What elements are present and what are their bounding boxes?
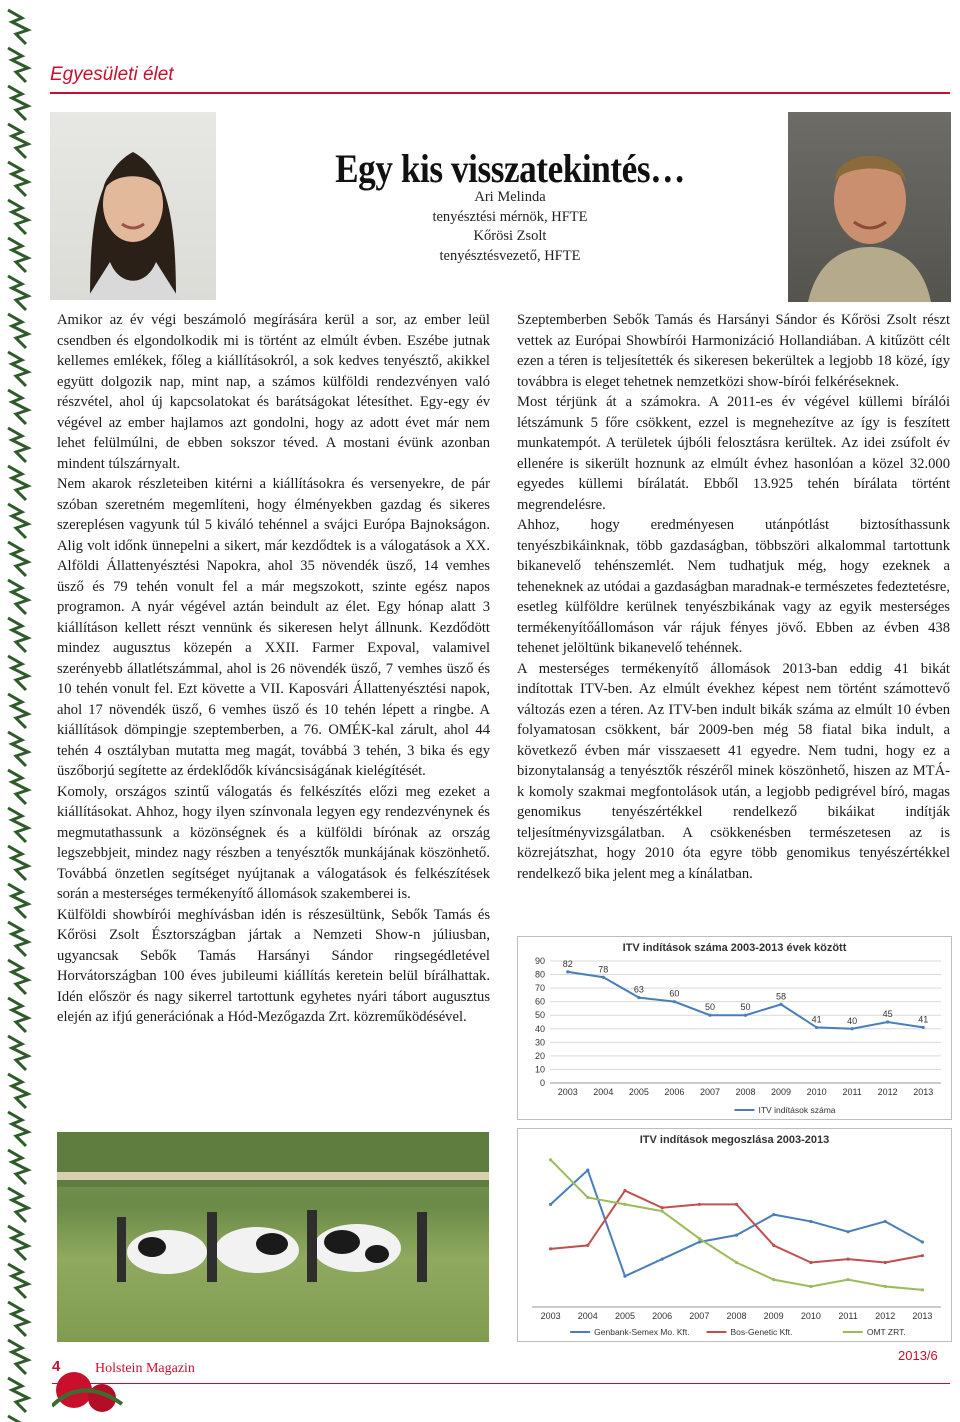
data-point [586, 1244, 589, 1247]
data-point [846, 1230, 849, 1233]
data-point [772, 1244, 775, 1247]
magazine-name: Holstein Magazin [95, 1361, 195, 1376]
data-point [921, 1254, 924, 1257]
cattle-show-photo [57, 1132, 489, 1342]
data-point [815, 1026, 818, 1029]
y-tick-label: 80 [534, 969, 545, 980]
data-point [566, 970, 569, 973]
x-tick-label: 2010 [806, 1087, 827, 1097]
author-name: Ari Melinda [474, 189, 546, 205]
data-label: 63 [633, 984, 644, 995]
itv-count-chart-svg [518, 937, 951, 1119]
data-point [735, 1203, 738, 1206]
x-tick-label: 2010 [800, 1311, 821, 1321]
article-column-left [57, 310, 490, 1028]
x-tick-label: 2003 [557, 1087, 578, 1097]
data-point [846, 1257, 849, 1260]
data-label: 82 [562, 958, 573, 969]
itv-share-chart [517, 1128, 952, 1342]
paragraph: A mesterséges termékenyítő állomások 2013-ban eddig 41 bikát indítottak ITV-ben. Az elmúlt évekhez képest nem történt számottevő változás ezen a téren. Az ITV-ben indult bikák száma az elmúlt 10 évben folyamatosan csökkent, bár 2009-ben még 58 fiatal bika indult, a következő évben már visszaesett 41 egyedre. Nem tudni, hogy ez a bizonytalanság a tenyésztők részéről minek köszönhető, hiszen az MTÁ-k komoly szakmai megfontolások után, a legjobb pedigrével bíró, magas genomikus tenyészértékkel rendelkező bikáikat indítják teljesítményvizsgálatban. A csökkenésben természetesen az is közrejátszhat, hogy 2010 óta egyre több genomikus tenyészértékkel rendelkező bika jelent meg a kínálatban. [517, 660, 950, 882]
x-tick-label: 2008 [726, 1311, 747, 1321]
y-tick-label: 40 [534, 1023, 545, 1034]
data-point [698, 1203, 701, 1206]
data-point [809, 1261, 812, 1264]
data-point [549, 1158, 552, 1161]
data-point [884, 1261, 887, 1264]
data-point [637, 996, 640, 999]
data-label: 41 [918, 1014, 929, 1025]
data-point [884, 1220, 887, 1223]
data-point [884, 1285, 887, 1288]
data-point [586, 1196, 589, 1199]
data-point [602, 976, 605, 979]
data-point [772, 1213, 775, 1216]
x-tick-label: 2011 [842, 1087, 862, 1097]
data-label: 50 [740, 1002, 751, 1013]
data-point [673, 1000, 676, 1003]
data-point [735, 1234, 738, 1237]
author-photo-man [788, 112, 951, 302]
data-point [772, 1278, 775, 1281]
data-point [922, 1026, 925, 1029]
data-point [809, 1220, 812, 1223]
section-label: Egyesületi élet [50, 64, 174, 85]
author-role: tenyésztésvezető, HFTE [439, 247, 581, 264]
x-tick-label: 2007 [689, 1311, 710, 1321]
christmas-ornament-decoration [52, 1346, 132, 1416]
itv-count-chart [517, 936, 952, 1120]
x-tick-label: 2011 [838, 1311, 858, 1321]
data-point [623, 1275, 626, 1278]
x-tick-label: 2009 [763, 1311, 784, 1321]
y-tick-label: 30 [534, 1037, 545, 1048]
x-tick-label: 2012 [877, 1087, 898, 1097]
x-tick-label: 2006 [652, 1311, 673, 1321]
author-name: Kőrösi Zsolt [473, 228, 547, 244]
author-byline [330, 188, 690, 266]
data-label: 58 [776, 991, 787, 1002]
data-point [779, 1003, 782, 1006]
data-point [735, 1261, 738, 1264]
issue-number: 2013/6 [898, 1348, 938, 1363]
x-tick-label: 2005 [614, 1311, 635, 1321]
data-label: 50 [704, 1002, 715, 1013]
data-point [661, 1206, 664, 1209]
paragraph: Komoly, országos szintű válogatás és felkészítés előzi meg ezeket a kiállításokat. Ahhoz, hogy ilyen színvonala legyen egy rendezvénynek és megmutathassunk a közönségnek és a külföldi bírónak az ország legszebbjeit, mindez nagy részben a tenyésztők munkájának köszönhető. Továbbá önzetlen segítséget nyújtanak a válogatások és felkészítések során a mesterséges termékenyítő állomások szakemberei is. [57, 783, 490, 902]
legend-label: OMT ZRT. [866, 1327, 906, 1337]
data-point [921, 1240, 924, 1243]
page-number: 4 [52, 1358, 61, 1375]
footer-divider [52, 1383, 950, 1384]
data-point [623, 1189, 626, 1192]
data-point [886, 1020, 889, 1023]
y-tick-label: 20 [534, 1050, 545, 1061]
data-point [708, 1014, 711, 1017]
paragraph: Szeptemberben Sebők Tamás és Harsányi Sándor és Kőrösi Zsolt részt vettek az Európai Showbírói Harmonizáció Hollandiában. A kitűzött célt ezen a téren is teljesítették és sikeresen bekerültek a legjobb 18 közé, így továbbra is eleget tehetnek nemzetközi show-bírói felkéréseknek. [517, 312, 950, 390]
series-line [568, 972, 923, 1029]
y-tick-label: 90 [534, 956, 545, 966]
data-point [661, 1257, 664, 1260]
x-tick-label: 2007 [699, 1087, 720, 1097]
data-label: 40 [847, 1015, 858, 1026]
data-point [851, 1027, 854, 1030]
x-tick-label: 2006 [664, 1087, 685, 1097]
x-tick-label: 2013 [912, 1311, 933, 1321]
legend-label: Bos-Genetic Kft. [730, 1327, 793, 1337]
data-point [698, 1240, 701, 1243]
chart-title: ITV indítások száma 2003-2013 évek között [622, 942, 847, 954]
data-point [586, 1169, 589, 1172]
pine-branch-border [0, 0, 34, 1422]
y-tick-label: 70 [534, 983, 545, 994]
paragraph: Ahhoz, hogy eredményesen utánpótlást biztosíthassunk tenyészbikáinknak, több gazdaságban, többszöri alkalommal tartottunk bikanevelő tehénszemlét. Nem tudhatjuk még, hogy ezeknek a teheneknek az utódai a gazdaságban maradnak-e természetes fedeztetésre, esetleg külföldre kerülnek tenyészbikának vagy az egyik mesterséges termékenyítőállomáson vár rájuk fényes jövő. Ebben az évben 438 tehenet jelöltünk bikanevelő tehénnek. [517, 517, 950, 656]
data-point [698, 1237, 701, 1240]
author-photo-woman [50, 112, 216, 300]
data-point [623, 1203, 626, 1206]
y-tick-label: 60 [534, 996, 545, 1007]
x-tick-label: 2012 [875, 1311, 896, 1321]
x-tick-label: 2005 [628, 1087, 649, 1097]
paragraph: Amikor az év végi beszámoló megírására kerül a sor, az ember leül csendben és elgondolkodik mi is történt az elmúlt évben. Eszébe jutnak kellemes emlékek, főleg a kiállításokról, a sok kedves tenyésztő, akikkel együtt dolgozik nap, mint nap, a számos külföldi rendezvényen való részvétel, ahol új kapcsolatokat és barátságokat létesíthet. Egy-egy év végével az ember hajlamos azt gondolni, hogy az adott évet már nem lehet felülmúlni, de ebben sokszor téved. A mostani évünk azonban mindent túlszárnyalt. [57, 312, 490, 472]
data-label: 45 [882, 1009, 893, 1019]
author-role: tenyésztési mérnök, HFTE [432, 208, 588, 225]
data-label: 78 [598, 964, 609, 975]
article-title: Egy kis visszatekintés… [335, 145, 685, 191]
x-tick-label: 2009 [771, 1087, 792, 1097]
data-label: 60 [669, 988, 680, 999]
paragraph: Külföldi showbírói meghívásban idén is részesültünk, Sebők Tamás és Kőrösi Zsolt Észtországban jártak a Nemzeti Show-n júliusban, ugyancsak Sebők Tamás Harsányi Sándor ringsegédletével Horvátországban 100 éves jubileumi kiállítás keretein belül bírálhattak. Idén először és nagy sikerrel tartottunk egyhetes nyári tábort augusztus elején az ifjú generációnak a Hód-Mezőgazda Zrt. közreműködésével. [57, 906, 490, 1025]
data-label: 41 [811, 1014, 822, 1025]
x-tick-label: 2004 [577, 1311, 598, 1321]
data-point [809, 1285, 812, 1288]
paragraph: Nem akarok részleteiben kitérni a kiállításokra és versenyekre, de pár szóban szeretném megemlíteni, hogy élményekben gazdag és sikeres szereplésen vagyunk túl 5 kiváló tehénnel a svájci Európa Bajnokságon. Alig volt időnk ünnepelni a sikert, már kezdődtek is a válogatások a XX. Alföldi Állattenyésztési Napokra, ahol 35 növendék üsző, 14 vemhes üsző és 79 tehén vonult fel a már megszokott, szinte egész napos programon. A nyár végével aztán beindult az élet. Egy hónap alatt 3 kiállításon kellett részt vennünk és sikeresen helyt állnunk. Kezdődött mindez augusztus közepén a XXII. Farmer Expoval, valamivel szerényebb állatlétszámmal, ahol is 26 növendék üsző, 7 vemhes üsző és 10 tehén vonult fel. Ezt követte a VII. Kaposvári Állattenyésztési napok, ahol 17 növendék üsző, 6 vemhes üsző és 10 tehén lépett a ringbe. A kiállítások dömpingje szeptemberben, a 76. OMÉK-kal zárult, ahol 44 tehén 4 osztályban mutatta meg magát, továbbá 3 tehén, 3 bika és egy üszőborjú segítette az érdeklődők kíváncsiságának kielégítését. [57, 476, 490, 779]
paragraph: Most térjünk át a számokra. A 2011-es év végével küllemi bírálói létszámunk 5 főre csökkent, ezzel is megnehezítve az így is feszített munkatempót. A területek újbóli felosztásra kerültek. Az idei zsúfolt év ellenére is sikerült hoznunk az elmúlt évhez hasonlóan a közel 32.000 egyedes küllemi bírálatát. Ebből 13.925 tehén bírálata történt megrendelésre. [517, 394, 950, 513]
x-tick-label: 2004 [593, 1087, 614, 1097]
data-point [921, 1288, 924, 1291]
y-tick-label: 50 [534, 1010, 545, 1021]
y-tick-label: 0 [539, 1078, 545, 1088]
data-point [549, 1247, 552, 1250]
x-tick-label: 2008 [735, 1087, 756, 1097]
data-point [846, 1278, 849, 1281]
itv-share-chart-svg [518, 1129, 951, 1341]
section-divider [50, 92, 950, 94]
x-tick-label: 2013 [913, 1087, 934, 1097]
data-point [744, 1014, 747, 1017]
x-tick-label: 2003 [540, 1311, 561, 1321]
legend-label: ITV indítások száma [758, 1105, 836, 1115]
legend-label: Genbank-Semex Mo. Kft. [594, 1327, 690, 1337]
data-point [661, 1210, 664, 1213]
data-point [549, 1203, 552, 1206]
article-column-right [517, 310, 950, 884]
y-tick-label: 10 [534, 1064, 545, 1075]
chart-title: ITV indítások megoszlása 2003-2013 [639, 1134, 830, 1146]
